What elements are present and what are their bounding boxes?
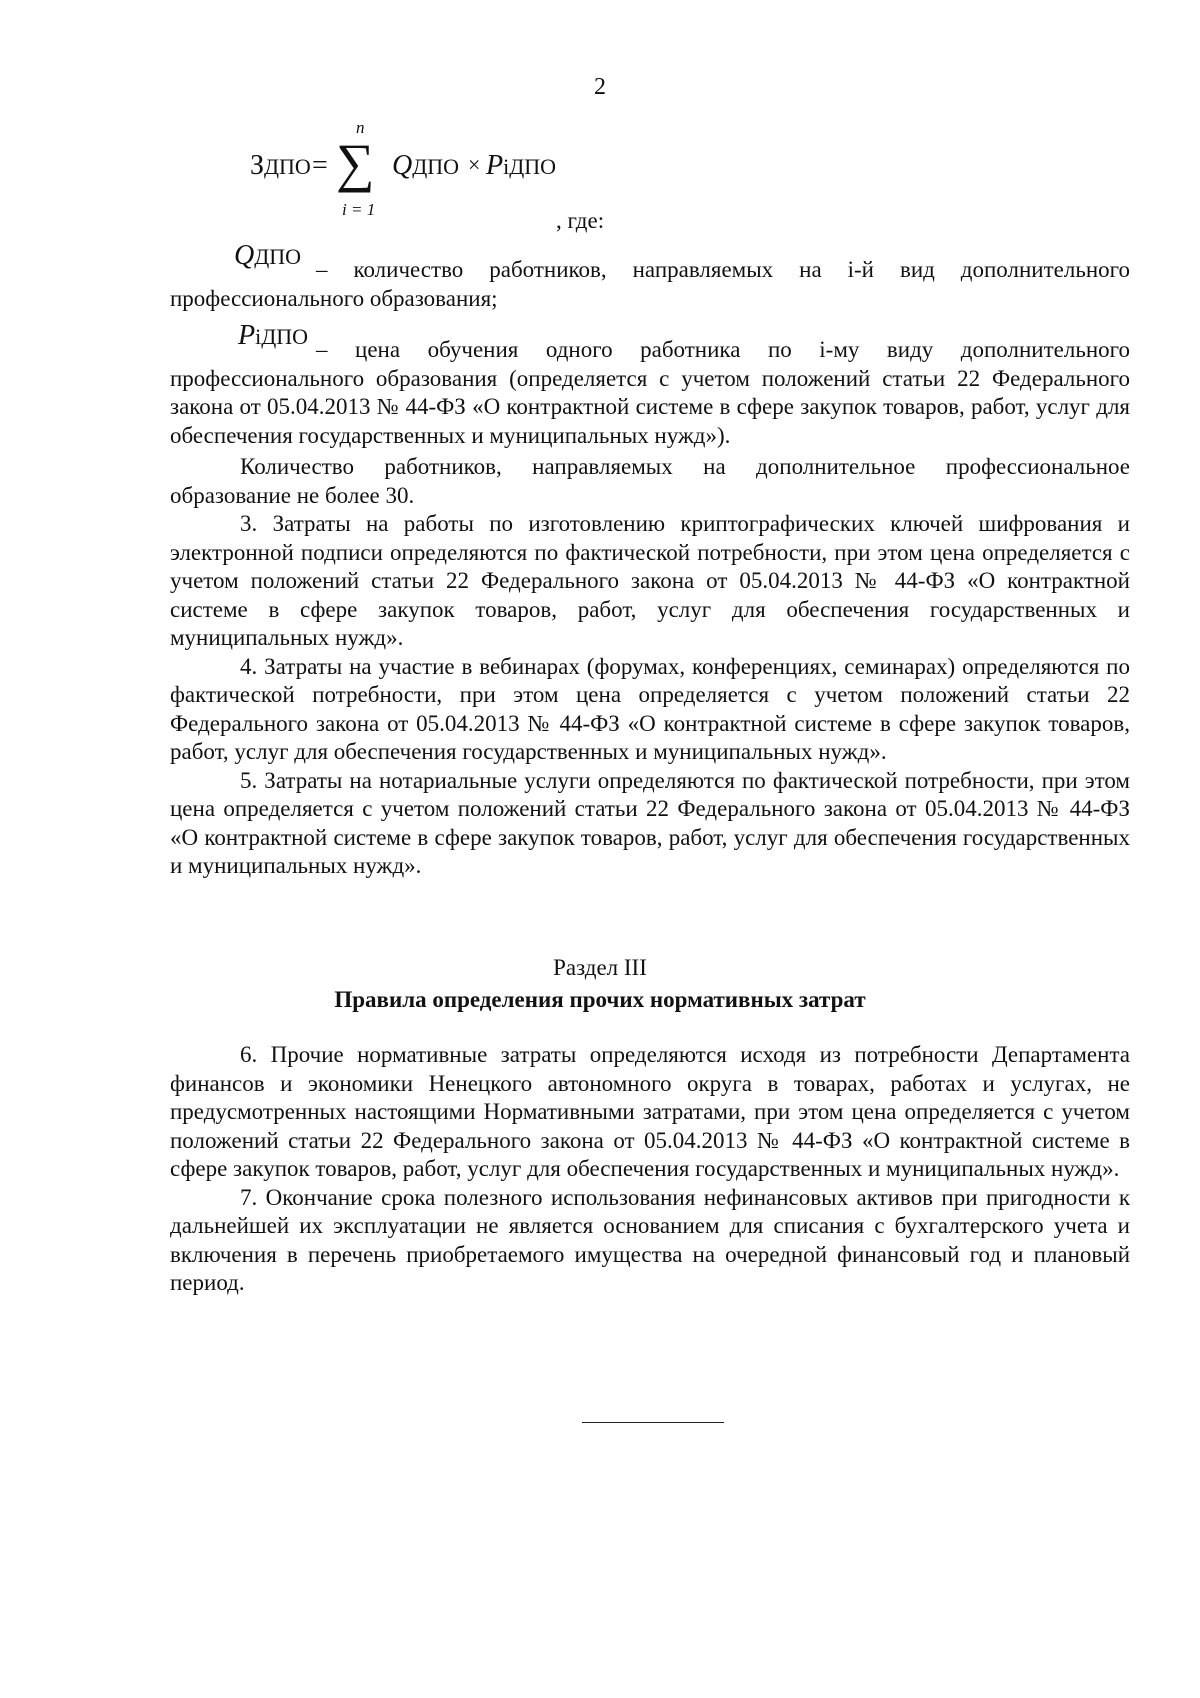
formula-lhs-subscript: ДПО — [264, 154, 311, 179]
variable-q-subscript: ДПО — [254, 244, 302, 269]
variable-p-letter: P — [238, 320, 256, 351]
page-number: 2 — [594, 74, 606, 100]
formula-term-q — [392, 150, 459, 182]
variable-q-letter: Q — [234, 240, 255, 271]
formula-times: × — [468, 152, 481, 177]
paragraph-5: 5. Затраты на нотариальные услуги определяются по фактической потребности, при этом цена определяется с учетом положений статьи 22 Федерального закона от 05.04.2013 № 44-ФЗ «О контрактной системе в сфере закупок товаров, работ, услуг для обеспечения государственных и муниципальных нужд». — [170, 767, 1130, 878]
paragraph-7: 7. Окончание срока полезного использования нефинансовых активов при пригодности к дальнейшей их эксплуатации не является основанием для списания с бухгалтерского учета и включения в перечень приобретаемого имущества на очередной финансовый год и плановый период. — [170, 1184, 1130, 1295]
q-symbol: Q — [392, 150, 413, 181]
formula-where: , где: — [556, 208, 605, 233]
section-heading — [0, 952, 1200, 1016]
cost-formula — [0, 0, 1200, 233]
p-subscript: iДПО — [503, 154, 557, 179]
section-label: Раздел III — [553, 955, 647, 980]
section-title: Правила определения прочих нормативных затрат — [334, 987, 866, 1012]
p-symbol: P — [486, 150, 504, 181]
summation-sign: ∑ — [336, 133, 375, 193]
variable-p-subscript: iДПО — [255, 324, 309, 349]
paragraph-4: 4. Затраты на участие в вебинарах (форумах, конференциях, семинарах) определяются по фактической потребности, при этом цена определяется с учетом положений статьи 22 Федерального закона от 05.04.2013 № 44-ФЗ «О контрактной системе в сфере закупок товаров, работ, услуг для обеспечения государственных и муниципальных нужд». — [170, 653, 1130, 764]
sum-lower-limit: i = 1 — [342, 200, 376, 219]
formula-lhs-symbol: З — [250, 150, 265, 181]
q-subscript: ДПО — [412, 154, 460, 179]
variable-p-description: – цена обучения одного работника по i-му виду дополнительного профессионального образования (определяется с учетом положений статьи 22 Федерального закона от 05.04.2013 № 44-ФЗ «О контрактной системе в сфере закупок товаров, работ, услуг для обеспечения государственных и муниципальных нужд»). — [170, 337, 1130, 448]
formula-equals: = — [312, 150, 328, 181]
paragraphs-after-section — [170, 1041, 1130, 1298]
formula-lhs — [250, 150, 311, 182]
paragraphs-before-section — [170, 453, 1130, 881]
variable-q-description: – количество работников, направляемых на i-й вид дополнительного профессионального образования; — [170, 257, 1130, 311]
paragraph-6: 6. Прочие нормативные затраты определяются исходя из потребности Департамента финансов и экономики Ненецкого автономного округа в товарах, работах и услугах, не предусмотренных настоящими Нормативными затратами, при этом цена определяется с учетом положений статьи 22 Федерального закона от 05.04.2013 № 44-ФЗ «О контрактной системе в сфере закупок товаров, работ, услуг для обеспечения государственных и муниципальных нужд». — [170, 1042, 1130, 1181]
formula-term-p — [486, 150, 556, 182]
sum-upper-limit: n — [356, 118, 365, 137]
end-rule — [582, 1422, 724, 1423]
paragraph: Количество работников, направляемых на дополнительное профессиональное образование не более 30. — [170, 454, 1130, 508]
paragraph-3: 3. Затраты на работы по изготовлению криптографических ключей шифрования и электронной подписи определяются по фактической потребности, при этом цена определяется с учетом положений статьи 22 Федерального закона от 05.04.2013 № 44-ФЗ «О контрактной системе в сфере закупок товаров, работ, услуг для обеспечения государственных и муниципальных нужд». — [170, 511, 1130, 650]
